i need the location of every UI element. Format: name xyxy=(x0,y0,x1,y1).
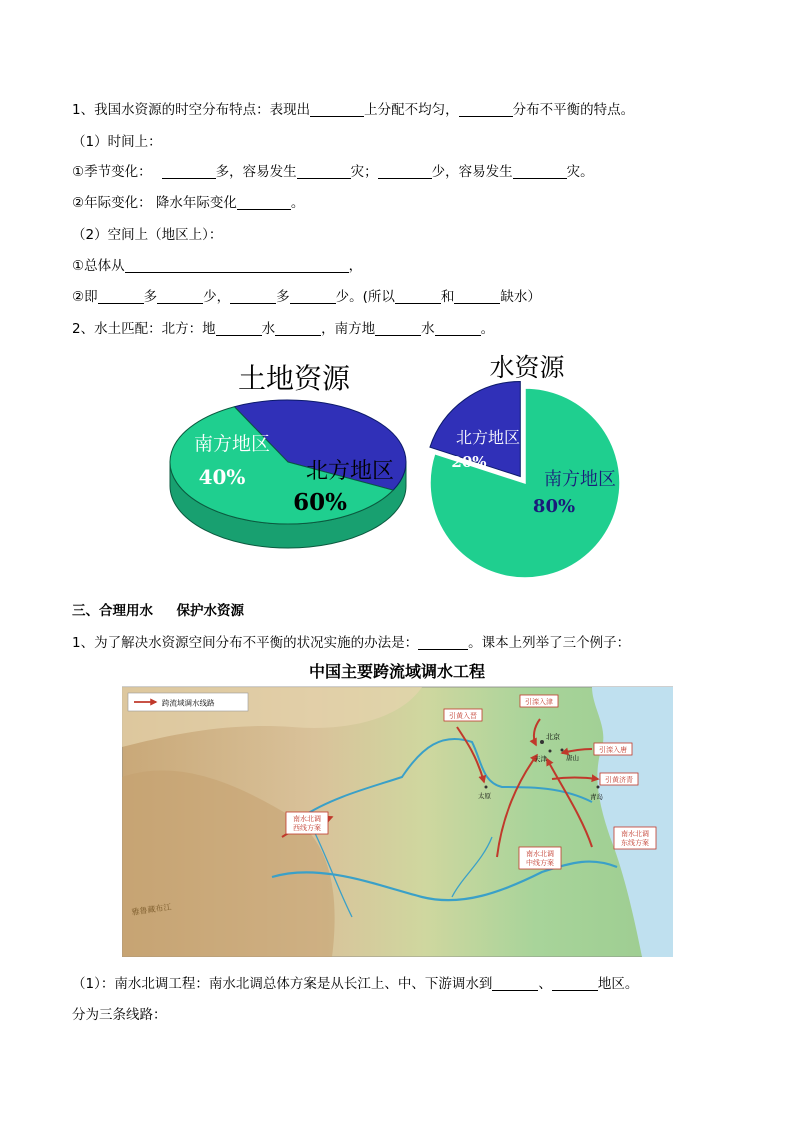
slice-label-south: 南方地区 xyxy=(193,433,271,455)
svg-text:中线方案: 中线方案 xyxy=(526,859,554,867)
map-label-west-route xyxy=(286,812,328,834)
city-label-tangshan: 唐山 xyxy=(566,754,579,762)
answer-blank[interactable] xyxy=(216,321,262,336)
slice-value-south: 80% xyxy=(532,496,576,517)
svg-text:南水北调: 南水北调 xyxy=(293,815,321,823)
city-label-beijing: 北京 xyxy=(546,733,560,741)
answer-blank[interactable] xyxy=(513,164,567,179)
legend-label: 跨流域调水线路 xyxy=(162,698,215,708)
map-label-middle-route xyxy=(519,847,561,869)
map-label-yinhuang-qing xyxy=(600,773,638,785)
answer-blank[interactable] xyxy=(459,102,513,117)
slice-value-north: 60% xyxy=(293,489,347,516)
city-marker-taiyuan xyxy=(485,786,488,789)
q1-season: ①季节变化： 多，容易发生 灾； 少，容易发生 灾。 xyxy=(72,164,594,180)
answer-blank[interactable] xyxy=(435,321,481,336)
svg-text:东线方案: 东线方案 xyxy=(621,839,649,847)
land-pie-chart xyxy=(170,362,406,548)
answer-blank[interactable] xyxy=(375,321,421,336)
slice-label-south: 南方地区 xyxy=(544,469,616,490)
q1-intro: 1、我国水资源的时空分布特点：表现出 上分配不均匀， 分布不平衡的特点。 xyxy=(72,102,635,118)
svg-text:南水北调: 南水北调 xyxy=(621,830,649,838)
svg-text:引黄入晋: 引黄入晋 xyxy=(449,712,477,720)
slice-label-north: 北方地区 xyxy=(455,428,521,447)
answer-blank[interactable] xyxy=(454,289,500,304)
slice-value-south: 40% xyxy=(198,465,246,489)
answer-blank[interactable] xyxy=(492,976,538,991)
map-label-east-route xyxy=(614,827,656,849)
svg-text:引黄济青: 引黄济青 xyxy=(605,776,633,784)
answer-blank[interactable] xyxy=(275,321,321,336)
svg-text:引滦入津: 引滦入津 xyxy=(525,698,553,706)
answer-blank[interactable] xyxy=(237,195,291,210)
svg-text:引滦入唐: 引滦入唐 xyxy=(599,746,627,754)
answer-blank[interactable] xyxy=(162,164,216,179)
q1-ji: ②即 多 少， 多 少。(所以 和 缺水） xyxy=(72,289,541,305)
answer-blank[interactable] xyxy=(297,164,351,179)
city-marker-tangshan xyxy=(561,749,564,752)
city-label-tianjin: 天津 xyxy=(534,755,547,763)
answer-blank[interactable] xyxy=(290,289,336,304)
q1-overall: ①总体从 ， xyxy=(72,258,363,274)
svg-text:南水北调: 南水北调 xyxy=(526,850,554,858)
chart-title: 土地资源 xyxy=(237,362,351,395)
city-label-taiyuan: 太原 xyxy=(478,792,491,800)
map-label-yinhuang-jin xyxy=(444,709,482,721)
q1-time-heading: （1）时间上： xyxy=(72,134,162,150)
answer-blank[interactable] xyxy=(418,635,468,650)
answer-blank[interactable] xyxy=(230,289,276,304)
city-label-qingdao: 青岛 xyxy=(590,793,603,801)
q2-match: 2、水土匹配：北方：地 水 ，南方地 水 。 xyxy=(72,321,495,337)
q1-year: ②年际变化： 降水年际变化 。 xyxy=(72,195,305,211)
water-pie-chart xyxy=(430,353,620,578)
slice-value-north: 20% xyxy=(451,453,487,471)
q1-space-heading: （2）空间上（地区上）： xyxy=(72,227,223,243)
answer-blank[interactable] xyxy=(378,164,432,179)
section3-three-routes: 分为三条线路： xyxy=(72,1007,167,1023)
answer-blank[interactable] xyxy=(125,258,349,273)
city-marker-qingdao xyxy=(597,786,600,789)
terrain-label-yarlung: 雅鲁藏布江 xyxy=(131,902,172,917)
slice-label-north: 北方地区 xyxy=(305,459,395,484)
answer-blank[interactable] xyxy=(98,289,144,304)
water-transfer-map xyxy=(122,657,673,957)
section3-sub1: （1）：南水北调工程：南水北调总体方案是从长江上、中、下游调水到 、 地区。 xyxy=(72,976,639,992)
svg-text:西线方案: 西线方案 xyxy=(293,824,321,832)
answer-blank[interactable] xyxy=(552,976,598,991)
map-label-yinluan-tang xyxy=(594,743,632,755)
city-marker-beijing xyxy=(540,740,544,744)
answer-blank[interactable] xyxy=(310,102,364,117)
chart-title: 水资源 xyxy=(489,353,565,382)
resource-pie-charts xyxy=(160,350,640,585)
city-marker-tianjin xyxy=(549,750,552,753)
map-label-yinluan-jin xyxy=(520,695,558,707)
answer-blank[interactable] xyxy=(395,289,441,304)
answer-blank[interactable] xyxy=(157,289,203,304)
map-title: 中国主要跨流域调水工程 xyxy=(308,662,486,681)
section3-heading: 三、合理用水 保护水资源 xyxy=(72,603,244,619)
section3-q1: 1、为了解决水资源空间分布不平衡的状况实施的办法是： 。课本上列举了三个例子： xyxy=(72,635,631,651)
